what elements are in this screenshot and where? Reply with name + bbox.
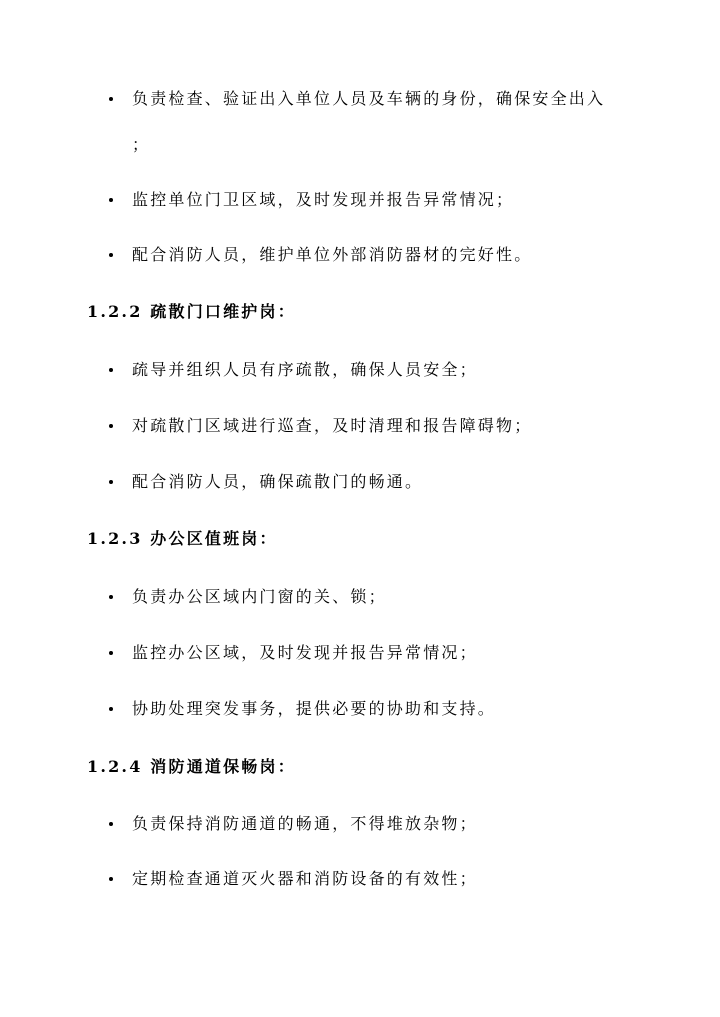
list-item-text: 对疏散门区域进行巡查，及时清理和报告障碍物； bbox=[132, 416, 533, 435]
list-item-text: 定期检查通道灭火器和消防设备的有效性； bbox=[132, 869, 478, 888]
bullet-icon bbox=[109, 707, 113, 711]
list-item-text: 负责办公区域内门窗的关、锁； bbox=[132, 587, 387, 606]
list-item bbox=[0, 582, 720, 612]
section-heading bbox=[0, 297, 720, 327]
list-item bbox=[0, 809, 720, 839]
section-heading-text: 1.2.2 疏散门口维护岗： bbox=[87, 302, 296, 321]
list-item bbox=[0, 411, 720, 441]
list-item bbox=[0, 84, 720, 114]
list-item-text: 负责检查、验证出入单位人员及车辆的身份，确保安全出入 bbox=[132, 89, 606, 108]
bullet-icon bbox=[109, 822, 113, 826]
list-item bbox=[0, 694, 720, 724]
list-item-text: 配合消防人员，确保疏散门的畅通。 bbox=[132, 472, 424, 491]
list-item bbox=[0, 240, 720, 270]
bullet-icon bbox=[109, 97, 113, 101]
bullet-icon bbox=[109, 198, 113, 202]
bullet-icon bbox=[109, 253, 113, 257]
section-heading-text: 1.2.3 办公区值班岗： bbox=[87, 529, 278, 548]
list-item-text: 疏导并组织人员有序疏散，确保人员安全； bbox=[132, 360, 478, 379]
list-item bbox=[0, 638, 720, 668]
list-item bbox=[0, 864, 720, 894]
list-item-text: 监控单位门卫区域，及时发现并报告异常情况； bbox=[132, 190, 515, 209]
list-item-text: 协助处理突发事务，提供必要的协助和支持。 bbox=[132, 699, 497, 718]
list-item-continuation bbox=[0, 130, 720, 160]
section-heading bbox=[0, 752, 720, 782]
list-item bbox=[0, 467, 720, 497]
list-item bbox=[0, 355, 720, 385]
list-item bbox=[0, 185, 720, 215]
section-heading-text: 1.2.4 消防通道保畅岗： bbox=[87, 757, 296, 776]
section-heading bbox=[0, 524, 720, 554]
list-item-text: 配合消防人员，维护单位外部消防器材的完好性。 bbox=[132, 245, 533, 264]
list-item-text: 监控办公区域，及时发现并报告异常情况； bbox=[132, 643, 478, 662]
bullet-icon bbox=[109, 368, 113, 372]
bullet-icon bbox=[109, 595, 113, 599]
bullet-icon bbox=[109, 480, 113, 484]
bullet-icon bbox=[109, 651, 113, 655]
list-item-text: 负责保持消防通道的畅通，不得堆放杂物； bbox=[132, 814, 478, 833]
bullet-icon bbox=[109, 424, 113, 428]
list-item-continuation-text: ； bbox=[132, 135, 149, 154]
bullet-icon bbox=[109, 877, 113, 881]
